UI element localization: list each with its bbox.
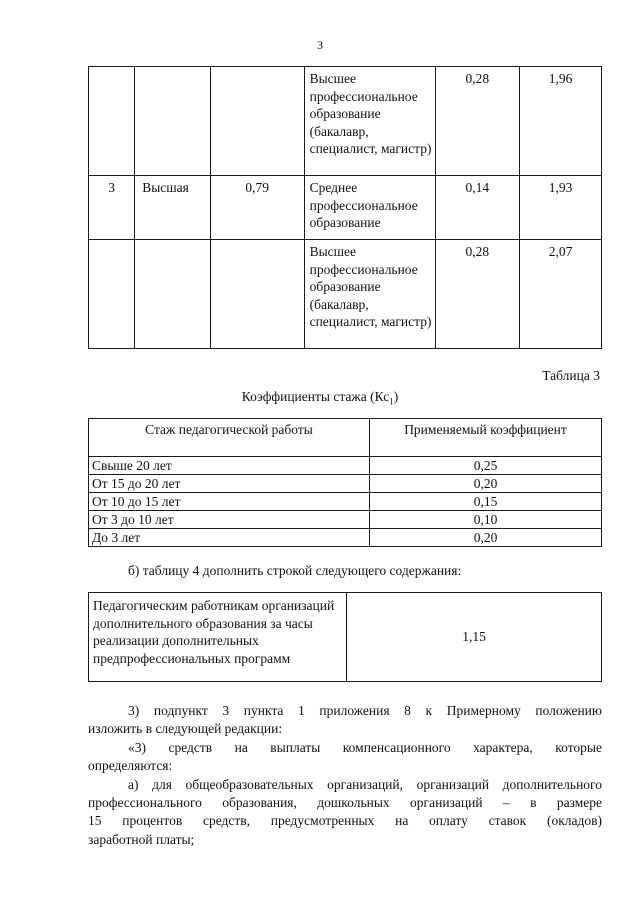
cell-num [89,240,135,349]
cell-education: Высшее профессиональное образование (бакалавр, специалист, магистр) [304,240,435,349]
table-row [89,593,602,682]
cell-value-2: 2,07 [520,240,602,349]
row-experience: До 3 лет [89,529,370,547]
paragraph-b: б) таблицу 4 дополнить строкой следующего содержания: [128,563,462,578]
text-line: профессионального образования, дошкольных организаций – в размере [88,795,602,811]
cell-value-1: 0,14 [435,176,520,240]
page-number: 3 [317,38,323,52]
row-coef: 0,20 [370,475,602,493]
table-title-subscript: 1 [389,396,394,407]
column-header-coef: Применяемый коэффициент [370,419,602,457]
table-title-text: Коэффициенты стажа (Кс [241,389,390,404]
cell-num [89,67,135,176]
cell-coef: 0,79 [210,176,304,240]
table4-added-row [88,592,602,682]
cell-num: 3 [89,176,135,240]
table-row [89,67,602,176]
qualification-table [88,66,602,349]
text-line: заработной платы; [88,831,195,847]
text-line: определяются: [88,758,173,774]
row-coef: 0,10 [370,511,602,529]
row-description: Педагогическим работникам организаций дополнительного образования за часы реализации дополнительных предпрофессиональных программ [89,593,347,682]
cell-category: Высшая [135,176,210,240]
table-row [89,240,602,349]
row-coef: 0,25 [370,457,602,475]
row-experience: Свыше 20 лет [89,457,370,475]
cell-coef [210,240,304,349]
row-experience: От 10 до 15 лет [89,493,370,511]
body-text [88,702,602,849]
row-coef: 0,20 [370,529,602,547]
text-line: изложить в следующей редакции: [88,721,283,737]
text-line: а) для общеобразовательных организаций, организаций дополнительного [128,776,602,792]
cell-value-1: 0,28 [435,67,520,176]
cell-category [135,240,210,349]
cell-education: Высшее профессиональное образование (бакалавр, специалист, магистр) [304,67,435,176]
experience-coef-table [88,418,602,547]
table-row [89,457,602,475]
table-title-end: ) [393,389,399,404]
cell-value-2: 1,96 [520,67,602,176]
table-title [0,389,640,407]
table-row [89,511,602,529]
table-header-row [89,419,602,457]
row-experience: От 15 до 20 лет [89,475,370,493]
cell-education: Среднее профессиональное образование [304,176,435,240]
cell-coef [210,67,304,176]
table-row [89,529,602,547]
row-coef: 1,15 [347,593,602,682]
column-header-experience: Стаж педагогической работы [89,419,370,457]
table-row [89,475,602,493]
cell-value-2: 1,93 [520,176,602,240]
row-experience: От 3 до 10 лет [89,511,370,529]
cell-category [135,67,210,176]
cell-value-1: 0,28 [435,240,520,349]
table-row [89,176,602,240]
table-row [89,493,602,511]
text-line: «3) средств на выплаты компенсационного характера, которые [128,739,602,755]
row-coef: 0,15 [370,493,602,511]
text-line: 3) подпункт 3 пункта 1 приложения 8 к Примерному положению [128,703,602,718]
text-line: 15 процентов средств, предусмотренных на оплату ставок (окладов) [88,813,602,829]
table-label: Таблица 3 [542,368,600,383]
